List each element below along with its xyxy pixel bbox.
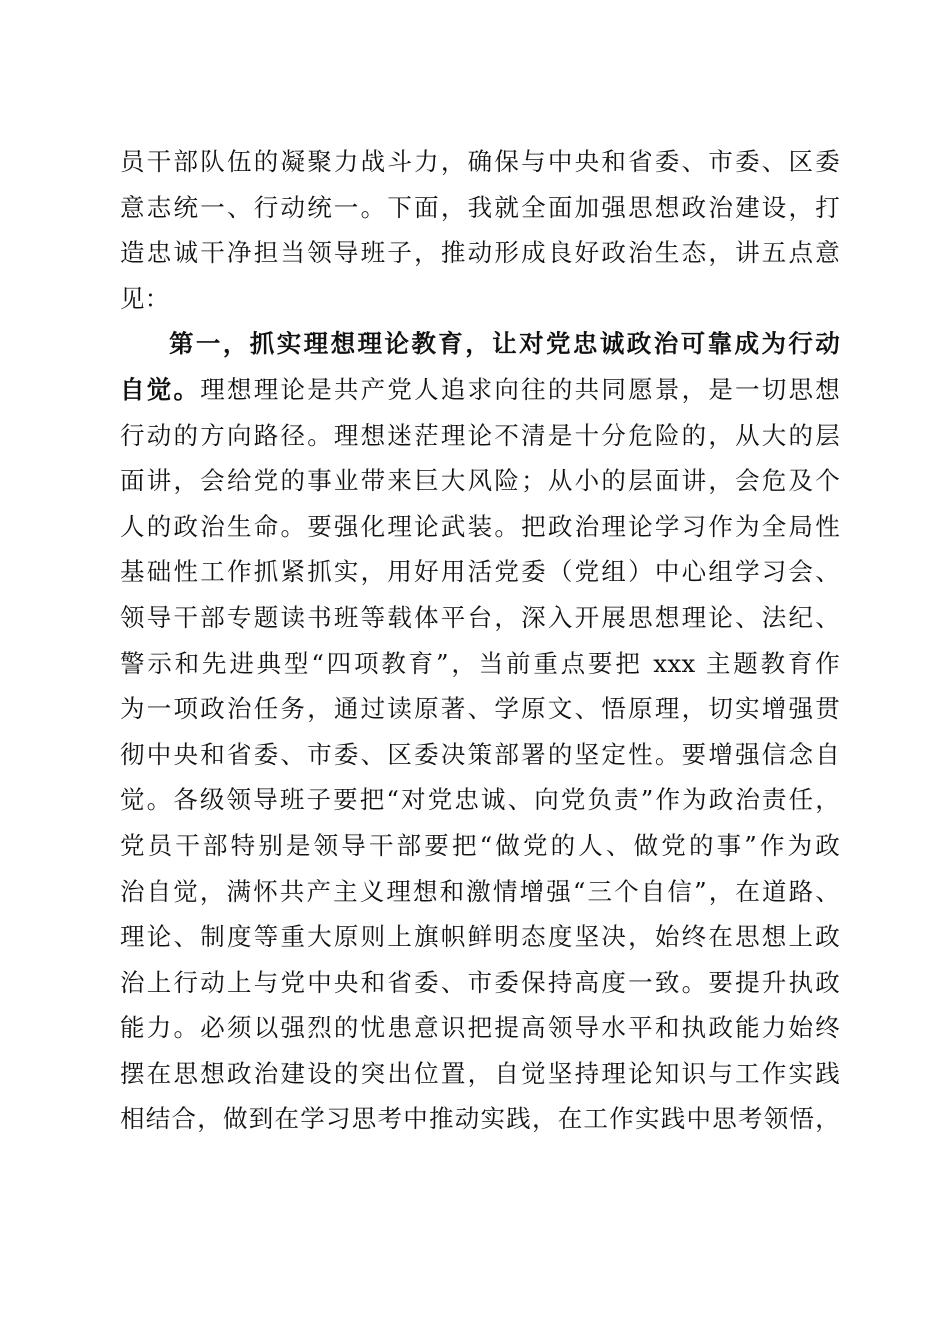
text-line: 能力。必须以强烈的忧患意识把提高领导水平和执政能力始终 (120, 1013, 840, 1043)
section-heading-line: 第一，抓实理想理论教育，让对党忠诚政治可靠成为行动 (169, 329, 840, 359)
text-line: 警示和先进典型“四项教育”，当前重点要把 xxx 主题教育作 (120, 648, 840, 678)
text-line: 觉。各级领导班子要把“对党忠诚、向党负责”作为政治责任， (120, 785, 840, 815)
text-line: 基础性工作抓紧抓实，用好用活党委（党组）中心组学习会、 (120, 557, 840, 587)
text-line: 摆在思想政治建设的突出位置，自觉坚持理论知识与工作实践 (120, 1058, 840, 1088)
text-line-mixed (120, 367, 840, 413)
text-line: 治自觉，满怀共产主义理想和激情增强“三个自信”，在道路、 (120, 876, 840, 906)
text-line: 员干部队伍的凝聚力战斗力，确保与中央和省委、市委、区委 (120, 147, 840, 176)
text-line: 相结合，做到在学习思考中推动实践，在工作实践中思考领悟， (120, 1104, 840, 1134)
text-line: 造忠诚干净担当领导班子，推动形成良好政治生态，讲五点意 (120, 238, 840, 268)
text-line: 彻中央和省委、市委、区委决策部署的坚定性。要增强信念自 (120, 739, 840, 769)
text-line: 理论、制度等重大原则上旗帜鲜明态度坚决，始终在思想上政 (120, 922, 840, 952)
text-line: 领导干部专题读书班等载体平台，深入开展思想理论、法纪、 (120, 602, 840, 632)
text-line: 见： (120, 283, 170, 313)
text-line: 党员干部特别是领导干部要把“做党的人、做党的事”作为政 (120, 830, 840, 860)
text-line: 为一项政治任务，通过读原著、学原文、悟原理，切实增强贯 (120, 694, 840, 724)
paragraph-start: 理想理论是共产党人追求向往的共同愿景，是一切思想 (200, 374, 840, 404)
text-line: 面讲，会给党的事业带来巨大风险；从小的层面讲，会危及个 (120, 466, 840, 496)
text-line: 治上行动上与党中央和省委、市委保持高度一致。要提升执政 (120, 967, 840, 997)
body-text (120, 139, 840, 1142)
text-line: 行动的方向路径。理想迷茫理论不清是十分危险的，从大的层 (120, 420, 840, 450)
section-heading-tail: 自觉。 (120, 374, 201, 404)
text-line: 意志统一、行动统一。下面，我就全面加强思想政治建设，打 (120, 192, 840, 222)
text-line: 人的政治生命。要强化理论武装。把政治理论学习作为全局性 (120, 511, 840, 541)
